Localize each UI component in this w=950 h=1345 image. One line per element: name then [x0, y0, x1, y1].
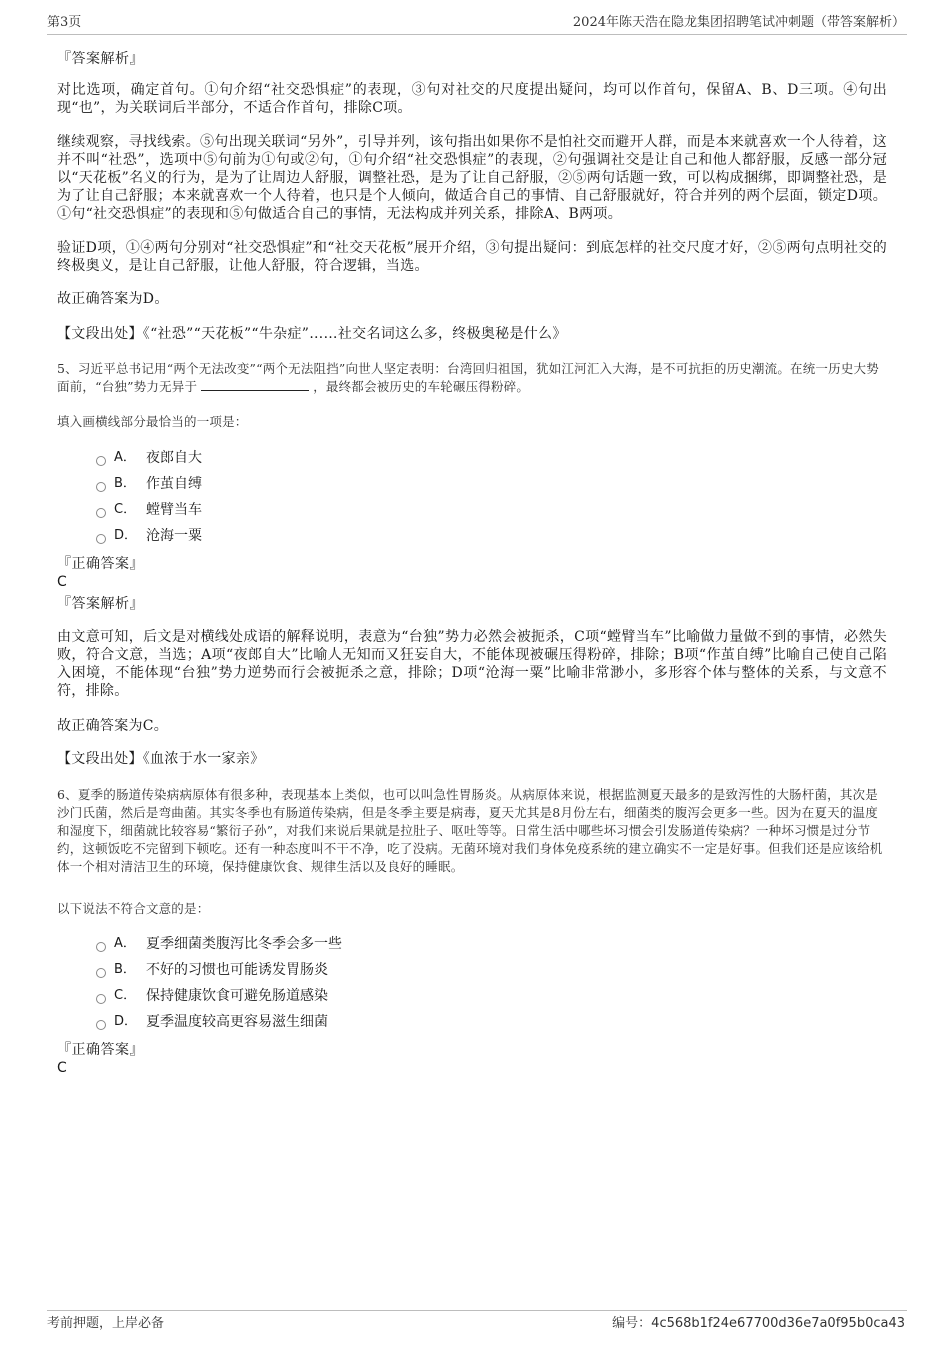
radio-icon[interactable]	[96, 456, 106, 466]
document-title: 2024年陈天浩在隐龙集团招聘笔试冲刺题（带答案解析）	[572, 15, 905, 30]
q6-correct-answer: C	[57, 1060, 67, 1076]
radio-icon[interactable]	[96, 942, 106, 952]
q5-option-d[interactable]: D． 沧海一粟	[96, 523, 202, 549]
q6-option-b[interactable]: B． 不好的习惯也可能诱发胃肠炎	[96, 957, 342, 983]
q4-analysis-label: 『答案解析』	[57, 51, 144, 67]
q5-source: 【文段出处】《血浓于水一家亲》	[57, 751, 265, 767]
option-text: 保持健康饮食可避免肠道感染	[146, 988, 328, 1004]
q5-stem-text-end: ，最终都会被历史的车轮碾压得粉碎。	[313, 379, 530, 394]
option-text: 作茧自缚	[146, 476, 202, 492]
option-text: 沧海一粟	[146, 528, 202, 544]
footer-slogan: 考前押题，上岸必备	[47, 1316, 165, 1331]
q5-stem-text: 5、习近平总书记用“两个无法改变”“两个无法阻挡”向世人坚定表明：台湾回归祖国，犹如江河汇入大海，是不可抗拒的历史潮流。在统一历史大势面前，“台独”势力无异于	[57, 361, 879, 394]
q6-option-a[interactable]: A． 夏季细菌类腹泻比冬季会多一些	[96, 931, 342, 957]
q6-prompt: 以下说法不符合文意的是：	[57, 901, 210, 916]
q5-option-a[interactable]: A． 夜郎自大	[96, 445, 202, 471]
q5-stem	[57, 360, 887, 396]
radio-icon[interactable]	[96, 482, 106, 492]
option-text: 螳臂当车	[146, 502, 202, 518]
q6-correct-label: 『正确答案』	[57, 1042, 144, 1058]
footer-code-label: 编号：	[612, 1316, 652, 1331]
radio-icon[interactable]	[96, 508, 106, 518]
option-text: 夏季细菌类腹泻比冬季会多一些	[146, 936, 342, 952]
option-text: 夏季温度较高更容易滋生细菌	[146, 1014, 328, 1030]
q4-analysis-para3: 验证D项，①④两句分别对“社交恐惧症”和“社交天花板”展开介绍，③句提出疑问：到底怎样的社交尺度才好，②⑤两句点明社交的终极奥义，是让自己舒服，让他人舒服，符合逻辑，当选。	[57, 240, 887, 274]
option-text: 夜郎自大	[146, 450, 202, 466]
footer-code	[612, 1315, 905, 1333]
q4-analysis-para2: 继续观察，寻找线索。⑤句出现关联词“另外”，引导并列，该句指出如果你不是怕社交而避开人群，而是本来就喜欢一个人待着，这并不叫“社恐”，选项中⑤句前为①句或②句，①句介绍“社交恐惧症”的表现，②句强调社交是让自己和他人都舒服，反感一部分冠以“天花板”名义的行为，是为了让周边人舒服，调整社恐，是为了让自己舒服，②⑤两句话题一致，可以构成捆绑，即调整社恐，是为了让自己舒服；本来就喜欢一个人待着，也只是个人倾向，做适合自己的事情、自己舒服就好，符合并列的两个层面，锁定D项。①句“社交恐惧症”的表现和⑤句做适合自己的事情，无法构成并列关系，排除A、B两项。	[57, 134, 888, 222]
q5-correct-answer: C	[57, 574, 67, 590]
q5-conclusion: 故正确答案为C。	[57, 718, 169, 734]
q6-stem: 6、夏季的肠道传染病病原体有很多种，表现基本上类似，也可以叫急性胃肠炎。从病原体来说，根据监测夏天最多的是致泻性的大肠杆菌，其次是沙门氏菌，然后是弯曲菌。其实冬季也有肠道传染病，但是冬季主要是病毒，夏天尤其是8月份左右，细菌类的腹泻会更多一些。因为在夏天的温度和湿度下，细菌就比较容易“繁衍子孙”，对我们来说后果就是拉肚子、呕吐等等。日常生活中哪些坏习惯会引发肠道传染病？一种坏习惯是过分节约，这顿饭吃不完留到下顿吃。还有一种态度叫不干不净，吃了没病。无菌环境对我们身体免疫系统的建立确实不一定是好事。但我们还是应该给机体一个相对清洁卫生的环境，保持健康饮食、规律生活以及良好的睡眠。	[57, 787, 883, 874]
option-text: 不好的习惯也可能诱发胃肠炎	[146, 962, 328, 978]
q6-option-d[interactable]: D． 夏季温度较高更容易滋生细菌	[96, 1009, 342, 1035]
q6-options	[96, 931, 342, 1035]
q5-options	[96, 445, 202, 549]
q5-blank-line	[201, 378, 309, 391]
q5-analysis-label: 『答案解析』	[57, 596, 144, 612]
page-number: 第3页	[47, 15, 82, 30]
footer-code-value: 4c568b1f24e67700d36e7a0f95b0ca43	[651, 1316, 905, 1331]
radio-icon[interactable]	[96, 994, 106, 1004]
q6-option-c[interactable]: C． 保持健康饮食可避免肠道感染	[96, 983, 342, 1009]
q4-analysis-para1: 对比选项，确定首句。①句介绍“社交恐惧症”的表现，③句对社交的尺度提出疑问，均可以作首句，保留A、B、D三项。④句出现“也”，为关联词后半部分，不适合作首句，排除C项。	[57, 82, 887, 116]
radio-icon[interactable]	[96, 1020, 106, 1030]
q5-correct-label: 『正确答案』	[57, 556, 144, 572]
q4-conclusion: 故正确答案为D。	[57, 291, 169, 307]
radio-icon[interactable]	[96, 534, 106, 544]
page-header	[47, 14, 907, 35]
q5-option-c[interactable]: C． 螳臂当车	[96, 497, 202, 523]
radio-icon[interactable]	[96, 968, 106, 978]
q5-analysis: 由文意可知，后文是对横线处成语的解释说明，表意为“台独”势力必然会被扼杀，C项“螳臂当车”比喻做力量做不到的事情，必然失败，符合文意，当选；A项“夜郎自大”比喻人无知而又狂妄自大，不能体现被碾压得粉碎，排除；B项“作茧自缚”比喻自己使自己陷入困境，不能体现“台独”势力逆势而行会被扼杀之意，排除；D项“沧海一粟”比喻非常渺小，多形容个体与整体的关系，与文意不符，排除。	[57, 629, 887, 699]
page-footer	[47, 1310, 907, 1331]
q5-option-b[interactable]: B． 作茧自缚	[96, 471, 202, 497]
q4-source: 【文段出处】《“社恐”“天花板”“牛杂症”……社交名词这么多，终极奥秘是什么》	[57, 326, 567, 342]
q5-prompt: 填入画横线部分最恰当的一项是：	[57, 414, 248, 429]
